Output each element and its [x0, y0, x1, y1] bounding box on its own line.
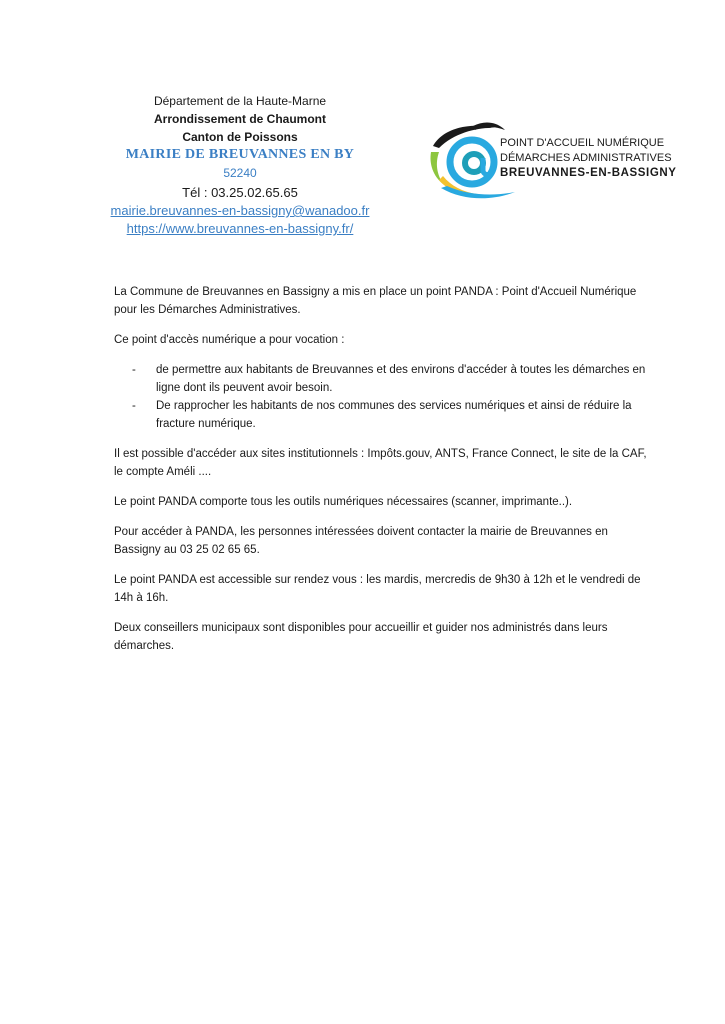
departement-line: Département de la Haute-Marne [153, 94, 327, 108]
website-link[interactable]: https://www.breuvannes-en-bassigny.fr/ [126, 221, 354, 236]
sites-paragraph: Il est possible d'accéder aux sites institutionnels : Impôts.gouv, ANTS, France Connect, le site de la CAF, le compte Améli .... [114, 448, 647, 478]
vocation-paragraph: Ce point d'accès numérique a pour vocation : [114, 334, 345, 346]
logo-line-2: DÉMARCHES ADMINISTRATIVES [500, 152, 672, 164]
list-item [114, 397, 654, 433]
list-item-text: De rapprocher les habitants de nos communes des services numériques et ainsi de réduire la fracture numérique. [156, 400, 632, 430]
intro-paragraph: La Commune de Breuvannes en Bassigny a mis en place un point PANDA : Point d'Accueil Numérique pour les Démarches Administratives. [114, 286, 637, 316]
arrondissement-line: Arrondissement de Chaumont [153, 112, 327, 126]
vocation-list [114, 361, 654, 433]
bullet-dash: - [132, 400, 136, 412]
horaires-paragraph: Le point PANDA est accessible sur rendez vous : les mardis, mercredis de 9h30 à 12h et le vendredi de 14h à 16h. [114, 574, 641, 604]
logo-at-inner-icon [465, 154, 483, 172]
mairie-header [110, 92, 370, 238]
outils-paragraph: Le point PANDA comporte tous les outils numériques nécessaires (scanner, imprimante..). [114, 496, 573, 508]
phone-number: Tél : 03.25.02.65.65 [182, 185, 298, 200]
postal-code: 52240 [223, 166, 257, 180]
contact-paragraph: Pour accéder à PANDA, les personnes intéressées doivent contacter la mairie de Breuvannes en Bassigny au 03 25 02 65 65. [114, 526, 608, 556]
list-item [114, 361, 654, 397]
canton-line: Canton de Poissons [182, 130, 298, 144]
logo-at-outer-icon [450, 140, 494, 184]
document-body [114, 283, 654, 667]
conseillers-paragraph: Deux conseillers municipaux sont disponibles pour accueillir et guider nos administrés dans leurs démarches. [114, 622, 608, 652]
mairie-name: MAIRIE DE BREUVANNES EN BY [125, 147, 355, 162]
logo-line-3: BREUVANNES-EN-BASSIGNY [500, 167, 677, 179]
email-link[interactable]: mairie.breuvannes-en-bassigny@wanadoo.fr [110, 203, 370, 218]
logo-line-1: POINT D'ACCUEIL NUMÉRIQUE [500, 137, 665, 149]
list-item-text: de permettre aux habitants de Breuvannes et des environs d'accéder à toutes les démarches en ligne dont ils peuvent avoir besoin. [156, 364, 646, 394]
logo-text-block [500, 136, 677, 181]
bullet-dash: - [132, 364, 136, 376]
